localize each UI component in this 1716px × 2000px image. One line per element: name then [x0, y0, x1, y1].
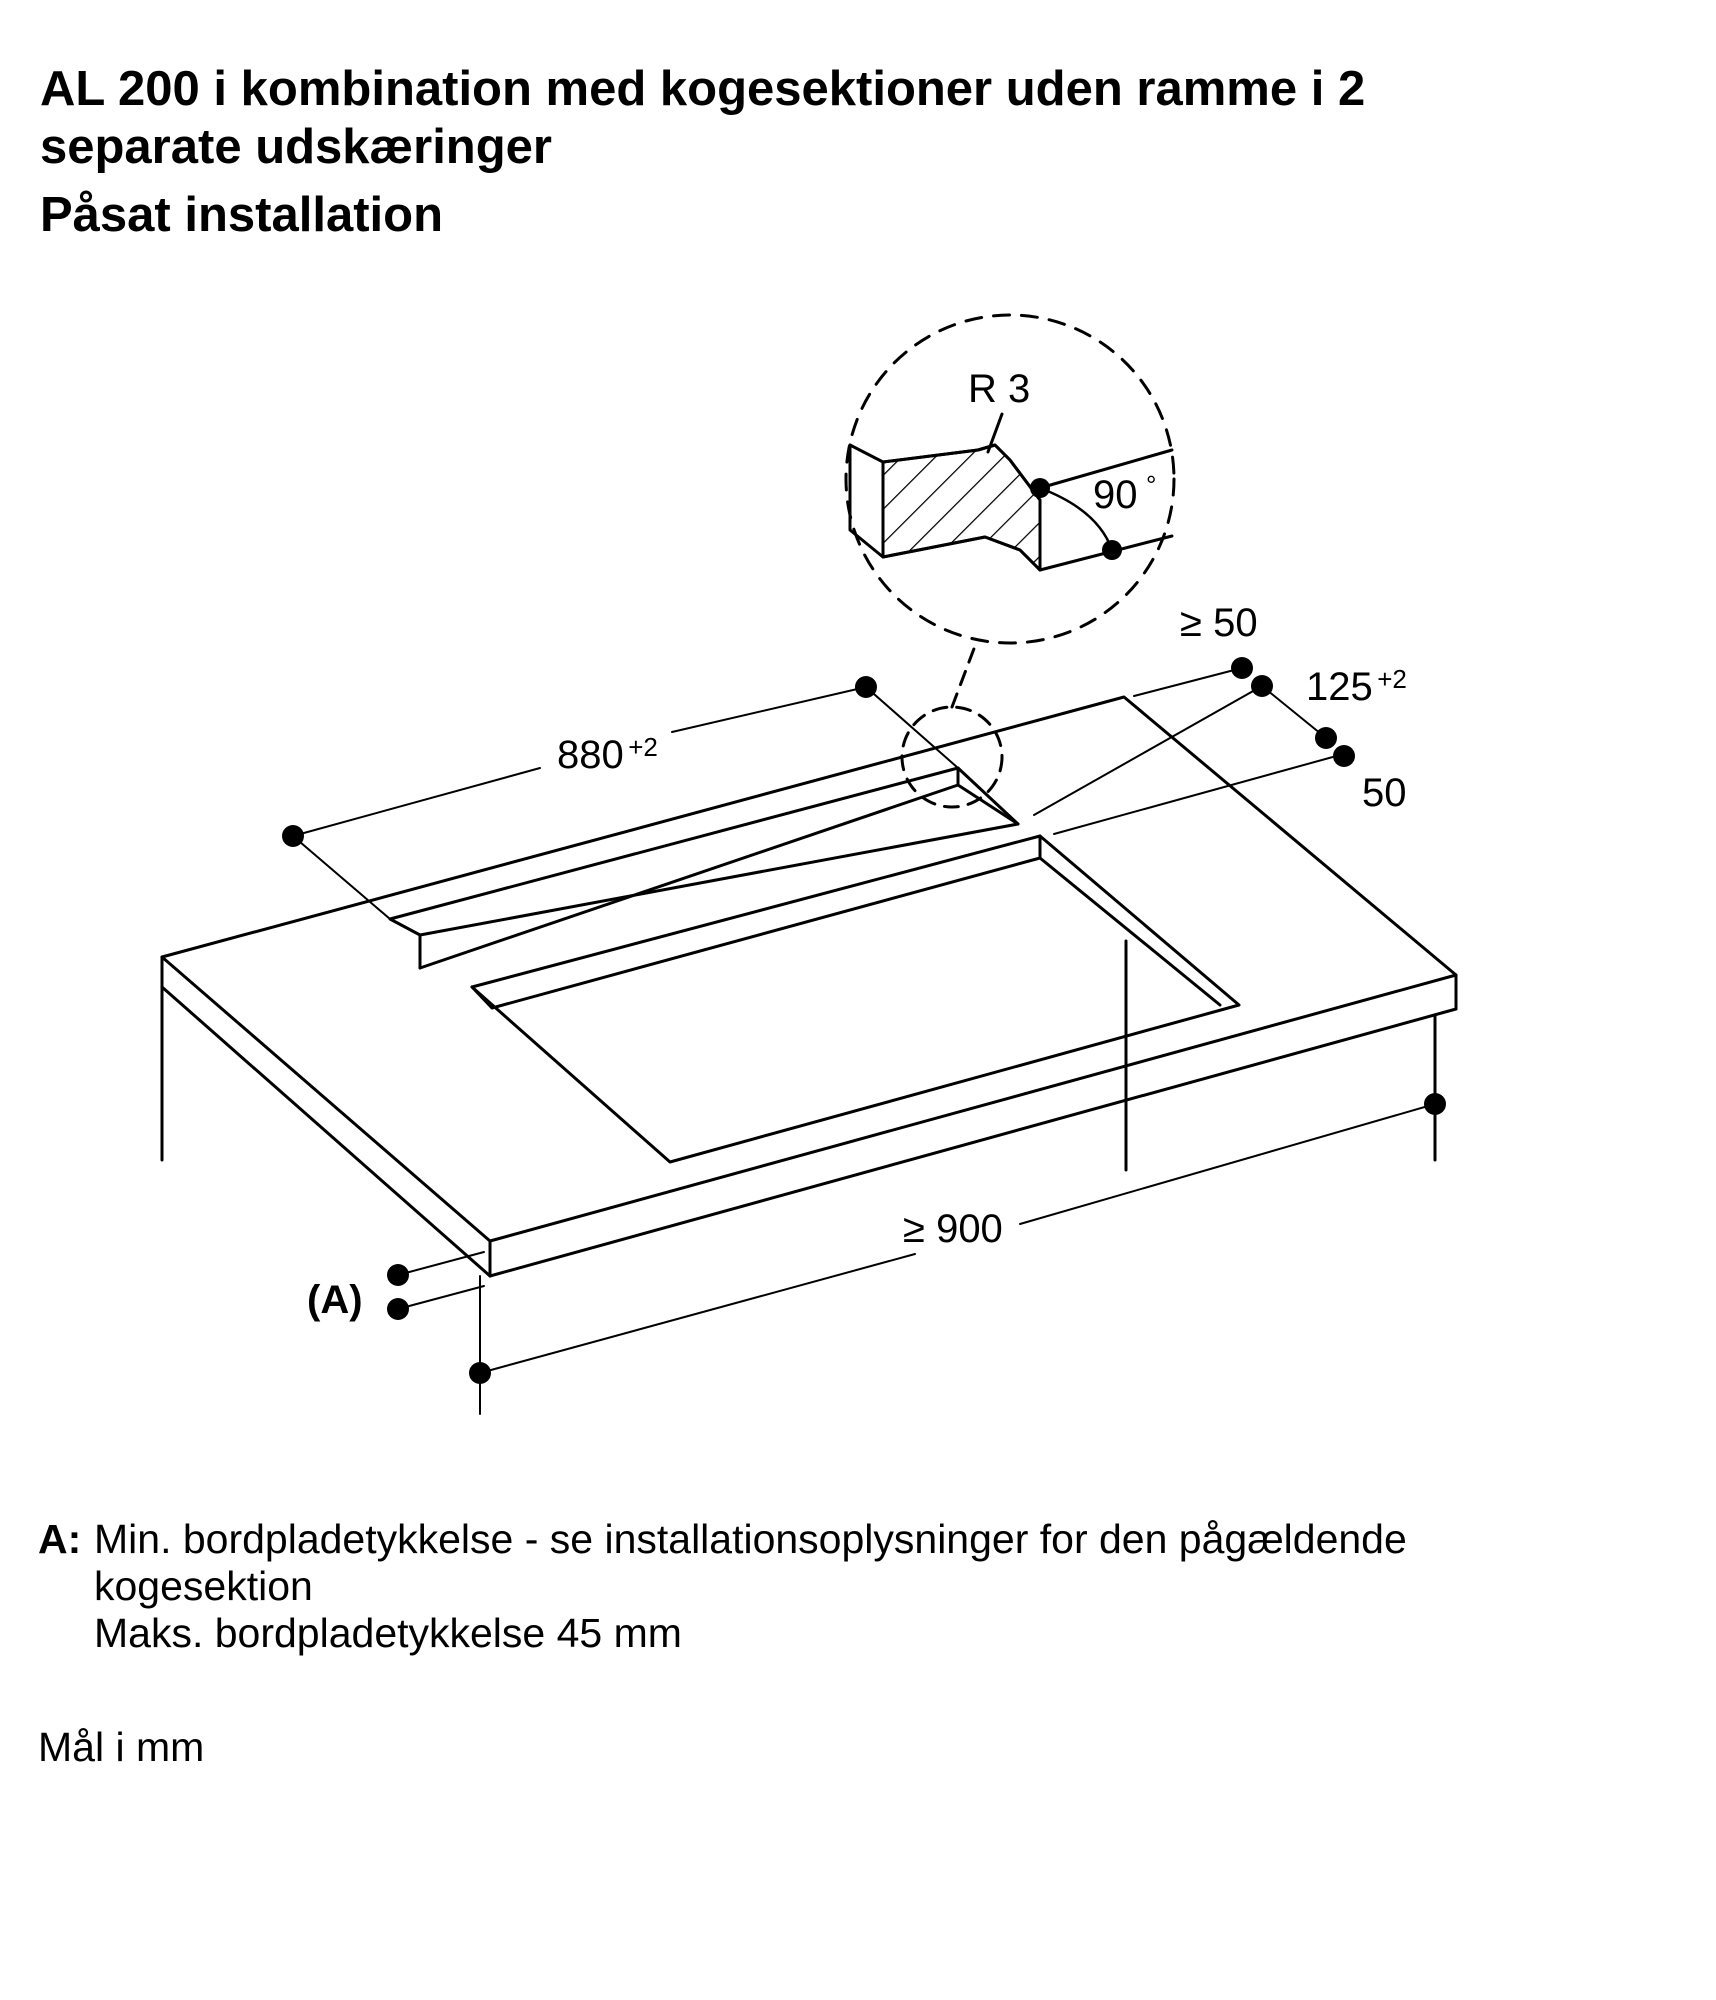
detail-marker-circle [902, 707, 1002, 807]
dimension-width-point-top [1251, 675, 1273, 697]
dimension-length-tolerance: +2 [628, 732, 658, 762]
cooktop-cutout [472, 836, 1239, 1162]
title-line-1: AL 200 i kombination med kogesektioner uden ramme i 2 [40, 62, 1366, 116]
detail-angle-point-bottom [1102, 540, 1122, 560]
dimension-width-label [1306, 664, 1407, 709]
dimension-width-line-top [1034, 686, 1262, 815]
dimension-back-right [1034, 601, 1407, 834]
dimension-margin-label: ≥ 50 [1180, 601, 1258, 645]
detail-leader-line [952, 646, 975, 707]
dimension-depth-label: ≥ 900 [903, 1207, 1003, 1251]
units-note: Mål i mm [38, 1724, 205, 1770]
dimension-length-point-right [855, 676, 877, 698]
countertop-bottom-left [162, 987, 490, 1276]
dimension-thickness-label: (A) [307, 1278, 363, 1322]
legend-line-1: Min. bordpladetykkelse - se installationsoplysninger for den pågældende [94, 1516, 1407, 1562]
dimension-margin-point [1231, 657, 1253, 679]
countertop [162, 697, 1456, 1276]
detail-angle-value: 90 [1093, 473, 1138, 517]
dimension-thickness-point-top [387, 1264, 409, 1286]
dimension-length-extension-left [293, 836, 390, 919]
dimension-gap-point [1333, 745, 1355, 767]
dimension-depth-line-left [480, 1254, 915, 1373]
dimension-width-point-bottom [1315, 727, 1337, 749]
dimension-depth-point-right [1424, 1093, 1446, 1115]
dimension-width-tolerance: +2 [1377, 664, 1407, 694]
dimension-depth-point-left [469, 1362, 491, 1384]
legend-body [94, 1516, 1654, 1657]
title-line-2: separate udskæringer [40, 120, 552, 174]
detail-radius-label: R 3 [968, 367, 1031, 411]
legend-line-3: Maks. bordpladetykkelse 45 mm [94, 1610, 682, 1656]
ventilation-cutout-outline [390, 768, 1018, 935]
dimension-length [282, 676, 958, 919]
dimension-thickness-line-bottom [398, 1286, 484, 1309]
dimension-length-point-left [282, 825, 304, 847]
legend-line-2: kogesektion [94, 1563, 313, 1609]
detail-angle-label [1093, 470, 1156, 517]
cooktop-cutout-inner-edge [472, 858, 1220, 1008]
dimension-depth [469, 1093, 1446, 1414]
dimension-thickness-line-top [398, 1252, 484, 1275]
dimension-length-line-right [672, 687, 866, 732]
dimension-length-label [557, 732, 658, 777]
dimension-gap-label: 50 [1362, 771, 1407, 815]
dimension-length-line-left [293, 768, 540, 836]
detail-callout [846, 315, 1174, 807]
dimension-width-value: 125 [1306, 665, 1373, 709]
legend-key: A: [38, 1516, 82, 1562]
cabinet-walls [162, 941, 1435, 1170]
dimension-margin-line [1134, 668, 1242, 696]
cooktop-cutout-outline [472, 836, 1239, 1162]
dimension-width-line-bottom [1054, 755, 1340, 834]
detail-angle-unit: ° [1145, 470, 1157, 500]
dimension-length-value: 880 [557, 733, 624, 777]
dimension-thickness-point-bottom [387, 1298, 409, 1320]
ventilation-cutout-inner-bottom [420, 785, 958, 968]
dimension-depth-line-right [1020, 1104, 1435, 1224]
page-subtitle: Påsat installation [40, 188, 444, 242]
dimension-thickness [307, 1252, 484, 1322]
detail-angle-point-top [1030, 478, 1050, 498]
